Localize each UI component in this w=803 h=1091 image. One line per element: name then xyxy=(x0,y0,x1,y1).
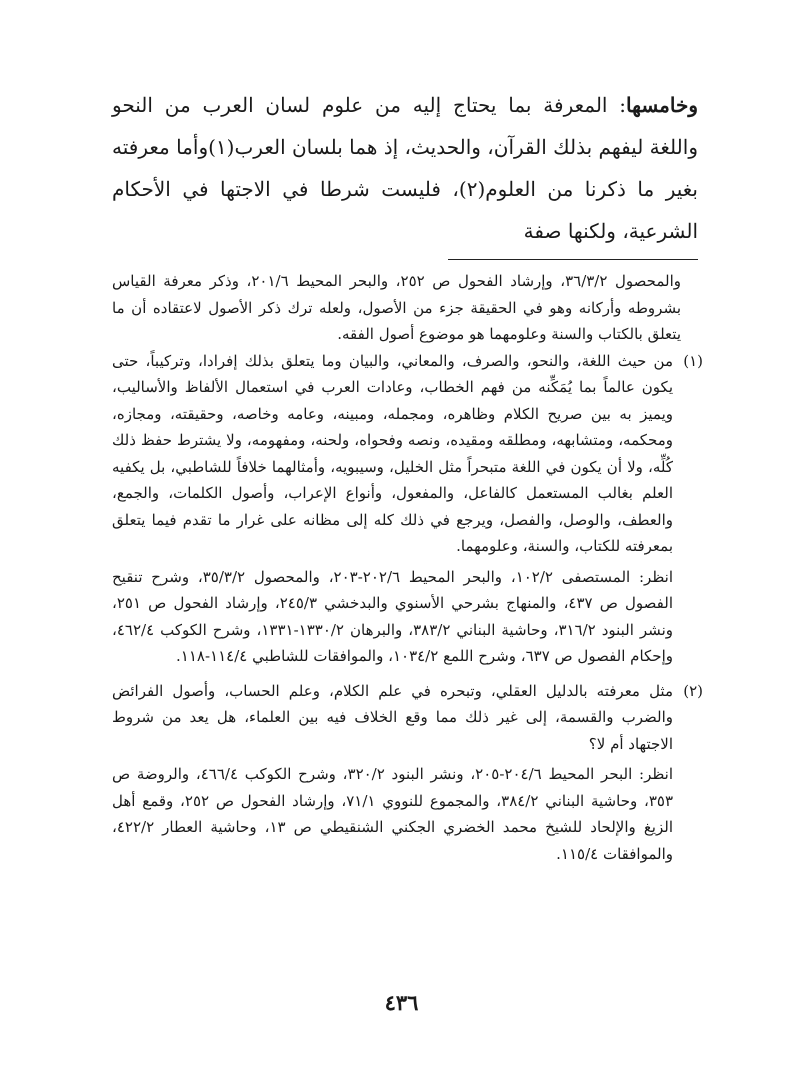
footnote-1 xyxy=(112,348,703,670)
footnote-1-marker: (١) xyxy=(683,351,703,370)
footnote-2 xyxy=(112,678,703,868)
footnote-2-text: مثل معرفته بالدليل العقلي، وتبحره في علم الكلام، وعلم الحساب، وأصول الفرائض والضرب والقسمة، إلى غير ذلك مما وقع الخلاف فيه بين العلماء، هل يعد من شروط الاجتهاد أم لا؟ xyxy=(112,681,673,753)
main-text xyxy=(112,84,698,252)
footnote-continuation-text: والمحصول ٣٦/٣/٢، وإرشاد الفحول ص ٢٥٢، والبحر المحيط ٢٠١/٦، وذكر معرفة القياس بشروطه وأركانه وهو في الحقيقة جزء من الأصول، ولعله ترك ذكر الأصول لاعتقاده أن ما يتعلق بالكتاب والسنة وعلومهما هو موضوع أصول الفقه. xyxy=(112,272,681,343)
footnote-continuation xyxy=(112,268,703,348)
footnote-gap xyxy=(112,670,703,678)
footnote-2-references: انظر: البحر المحيط ٢٠٤/٦-٢٠٥، ونشر البنود ٣٢٠/٢، وشرح الكوكب ٤٦٦/٤، والروضة ص ٣٥٣، وحاشية البناني ٣٨٤/٢، والمجموع للنووي ٧١/١، وإرشاد الفحول ص ٢٥٢، وقمع أهل الزيغ والإلحاد للشيخ محمد الخضري الجكني الشنقيطي ص ١٣، وحاشية العطار ٤٢٢/٢، والموافقات ١١٥/٤. xyxy=(112,765,673,863)
paragraph-body: : المعرفة بما يحتاج إليه من علوم لسان العرب من النحو واللغة ليفهم بذلك القرآن، والحديث، إذ هما بلسان العرب(١)وأما معرفته بغير ما ذكرنا من العلوم(٢)، فليست شرطا في الاجتها في الأحكام الشرعية، ولكنها صفة xyxy=(112,93,698,243)
footnote-1-text: من حيث اللغة، والنحو، والصرف، والمعاني، والبيان وما يتعلق بذلك إفرادا، وتركيباً، حتى يكون عالماً بما يُمَكِّنه من فهم الخطاب، وعادات العرب في استعمال الألفاظ والأساليب، ويميز به بين صريح الكلام وظاهره، ومجمله، ومبينه، وعامه وخاصه، وحقيقته، ومجازه، ومحكمه، ومتشابهه، ومطلقه ومقيده، ونصه وفحواه، ولحنه، ومفهومه، ولا يشترط حفظ ذلك كُلِّه، ولا أن يكون في اللغة متبحراً مثل الخليل، وسيبويه، وأمثالهما خلافاً للشاطبي، بل يكفيه العلم بغالب المستعمل كالفاعل، والمفعول، وأنواع الإعراب، وأصول الكلمات، والجمع، والعطف، والوصل، والفصل، ويرجع في ذلك كله إلى مظانه على غرار ما تقدم فيما يتعلق بمعرفته للكتاب، والسنة، وعلومهما. xyxy=(112,351,673,555)
main-paragraph xyxy=(112,84,698,252)
paragraph-lead: وخامسها xyxy=(626,93,698,117)
footnote-separator xyxy=(448,259,698,260)
footnote-2-marker: (٢) xyxy=(683,681,703,700)
page-number: ٤٣٦ xyxy=(384,990,419,1015)
footnote-1-references: انظر: المستصفى ١٠٢/٢، والبحر المحيط ٢٠٢/٦-٢٠٣، والمحصول ٣٥/٣/٢، وشرح تنقيح الفصول ص ٤٣٧، والمنهاج بشرحي الأسنوي والبدخشي ٢٤٥/٣، وإرشاد الفحول ص ٢٥١، ونشر البنود ٣١٦/٢، وحاشية البناني ٣٨٣/٢، والبرهان ١٣٣٠/٢-١٣٣١، وشرح الكوكب ٤٦٢/٤، وإحكام الفصول ص ٦٣٧، وشرح اللمع ١٠٣٤/٢، والموافقات للشاطبي ١١٤/٤-١١٨. xyxy=(112,567,673,665)
footnotes xyxy=(112,268,703,867)
